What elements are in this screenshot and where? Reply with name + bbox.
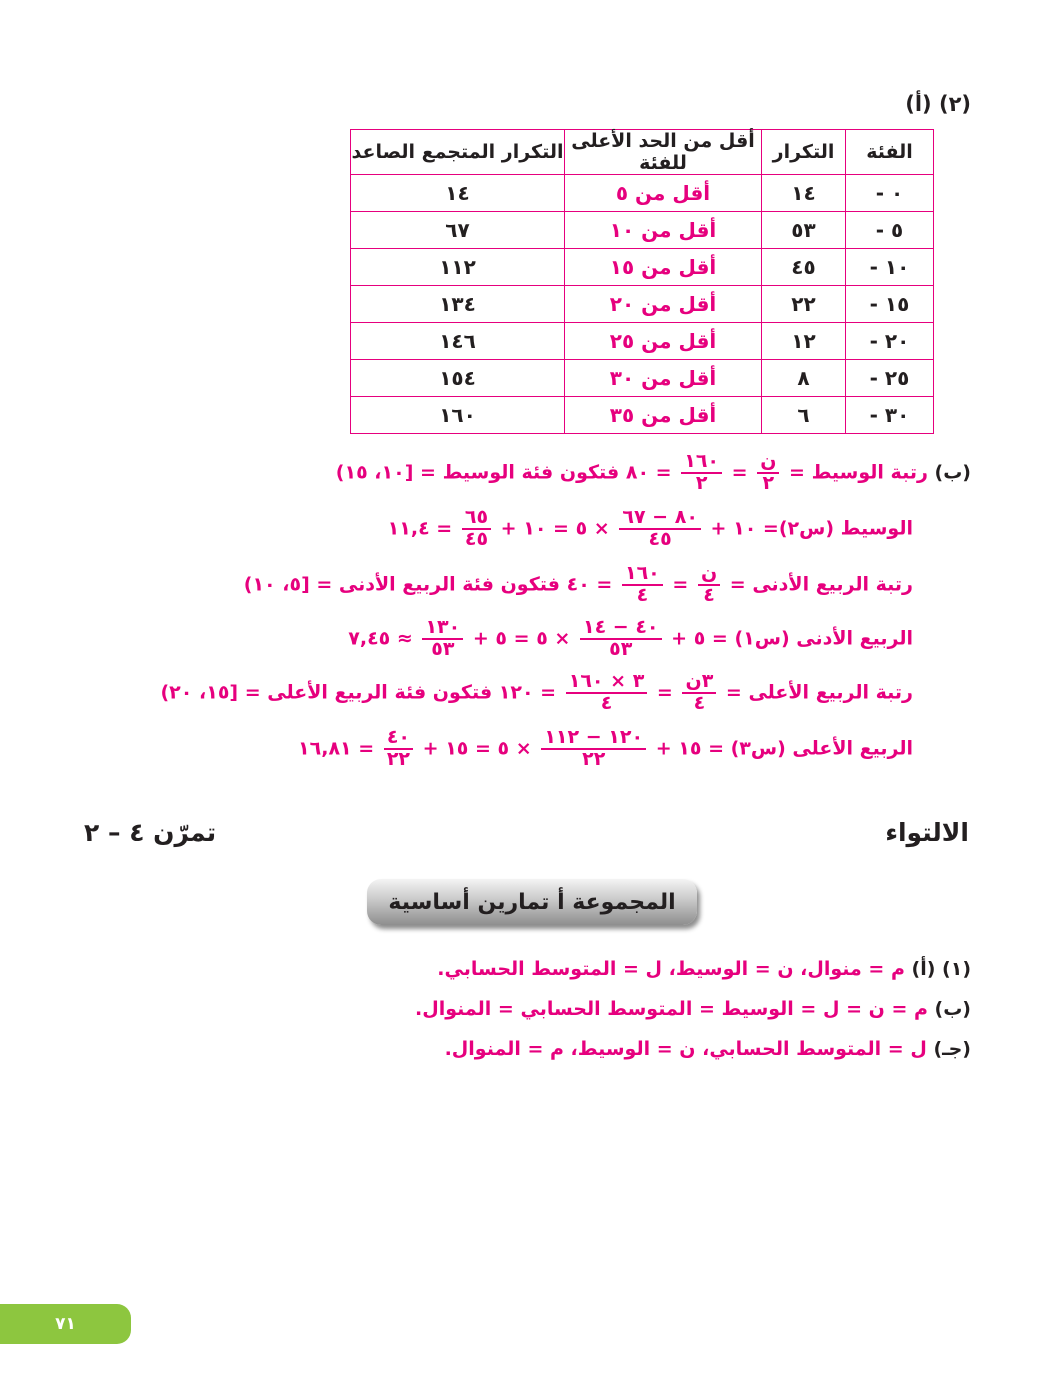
cell-less-than: أقل من ٣٠ (565, 360, 762, 397)
upper-fraction-2: $\frac{٤٠}{٢٢}$ (384, 728, 413, 770)
lower-fraction-1: $\frac{٤٠ - ١٤}{٥٣}$ (580, 618, 662, 660)
section-title: الالتواء (885, 818, 969, 847)
cell-cumulative: ١٥٤ (351, 360, 565, 397)
lower-fraction-2: $\frac{١٣٠}{٥٣}$ (422, 618, 463, 660)
header-less-than: أقل من الحد الأعلى للفئة (565, 130, 762, 175)
upper-rank-eq: = (656, 681, 673, 704)
upper-quartile-line (298, 728, 913, 770)
median-text-start: الوسيط (س٢)= ١٠ + (710, 517, 913, 540)
cell-frequency: ٥٣ (762, 212, 846, 249)
lower-mid: × ٥ = ٥ + (472, 627, 571, 650)
cell-frequency: ١٢ (762, 323, 846, 360)
answer-a-text: م = منوال، ن = الوسيط، ل = المتوسط الحسابي. (437, 958, 905, 980)
answer-line-a (437, 958, 971, 980)
table-header-row (351, 130, 934, 175)
median-rank-text-start: رتبة الوسيط = (789, 461, 928, 484)
cell-class: ٠ - (846, 175, 934, 212)
cell-less-than: أقل من ٢٠ (565, 286, 762, 323)
cell-class: ٥ - (846, 212, 934, 249)
answer-line-c (445, 1038, 971, 1060)
table-row (351, 397, 934, 434)
table-row (351, 323, 934, 360)
answer-1a-label: (١) (أ) (911, 958, 971, 980)
median-line (388, 508, 913, 550)
lower-quartile-line (348, 618, 913, 660)
header-class: الفئة (846, 130, 934, 175)
upper-rank-text-end: = ١٢٠ فتكون فئة الربيع الأعلى = [١٥، ٢٠) (160, 681, 557, 704)
upper-rank-text-start: رتبة الربيع الأعلى = (725, 681, 913, 704)
cell-class: ١٠ - (846, 249, 934, 286)
cell-less-than: أقل من ٥ (565, 175, 762, 212)
median-mid: × ٥ = ١٠ + (500, 517, 610, 540)
upper-mid: × ٥ = ١٥ + (422, 737, 532, 760)
cell-less-than: أقل من ٢٥ (565, 323, 762, 360)
frequency-table (350, 129, 934, 434)
answer-c-label: (جـ) (933, 1038, 971, 1060)
lower-rank-fraction-n: $\frac{\text{ن}}{٤}$ (698, 564, 720, 606)
page-number-tab (0, 1304, 131, 1344)
cell-less-than: أقل من ١٠ (565, 212, 762, 249)
cell-class: ١٥ - (846, 286, 934, 323)
header-frequency: التكرار (762, 130, 846, 175)
upper-text-end: = ١٦,٨١ (298, 737, 375, 760)
median-rank-eq: = (731, 461, 748, 484)
upper-fraction-1: $\frac{١٢٠ - ١١٢}{٢٢}$ (541, 728, 646, 770)
answer-b-text: م = ن = ل = الوسيط = المتوسط الحسابي = المنوال. (415, 998, 928, 1020)
exercise-id: تمرّن ٤ – ٢ (84, 818, 217, 847)
cell-frequency: ٤٥ (762, 249, 846, 286)
median-fraction-2: $\frac{٦٥}{٤٥}$ (462, 508, 491, 550)
upper-quartile-rank-line (160, 672, 913, 714)
upper-rank-fraction-n: $\frac{\text{٣ن}}{٤}$ (682, 672, 716, 714)
answer-line-b (415, 998, 971, 1020)
table-row (351, 249, 934, 286)
table-row (351, 360, 934, 397)
cell-cumulative: ١٤ (351, 175, 565, 212)
cell-frequency: ١٤ (762, 175, 846, 212)
median-rank-fraction-value: $\frac{١٦٠}{٢}$ (681, 452, 722, 494)
cell-cumulative: ١١٢ (351, 249, 565, 286)
cell-frequency: ٨ (762, 360, 846, 397)
upper-rank-fraction-value: $\frac{٣ \times ١٦٠}{٤}$ (566, 672, 648, 714)
table-row (351, 175, 934, 212)
part-b-label: (ب) (934, 461, 971, 484)
cell-cumulative: ١٦٠ (351, 397, 565, 434)
cell-cumulative: ١٣٤ (351, 286, 565, 323)
table-row (351, 286, 934, 323)
lower-rank-eq: = (672, 573, 689, 596)
upper-text-start: الربيع الأعلى (س٣) = ١٥ + (655, 737, 913, 760)
cell-class: ٢٥ - (846, 360, 934, 397)
lower-text-start: الربيع الأدنى (س١) = ٥ + (671, 627, 913, 650)
lower-rank-fraction-value: $\frac{١٦٠}{٤}$ (622, 564, 663, 606)
lower-text-end: ≈ ٧,٤٥ (348, 627, 413, 650)
answer-c-text: ل = المتوسط الحسابي، ن = الوسيط، م = المنوال. (444, 1038, 927, 1060)
group-banner: المجموعة أ تمارين أساسية (367, 879, 697, 925)
median-fraction-1: $\frac{٨٠ - ٦٧}{٤٥}$ (619, 508, 701, 550)
cell-cumulative: ١٤٦ (351, 323, 565, 360)
table-row (351, 212, 934, 249)
page-number: ٧١ (55, 1314, 76, 1334)
cell-frequency: ٢٢ (762, 286, 846, 323)
median-rank-text-end: = ٨٠ فتكون فئة الوسيط = [١٠، ١٥) (335, 461, 672, 484)
cell-frequency: ٦ (762, 397, 846, 434)
answer-b-label: (ب) (934, 998, 971, 1020)
lower-quartile-rank-line (244, 564, 913, 606)
median-rank-line (336, 452, 971, 494)
cell-less-than: أقل من ١٥ (565, 249, 762, 286)
header-cumulative: التكرار المتجمع الصاعد (351, 130, 565, 175)
cell-less-than: أقل من ٣٥ (565, 397, 762, 434)
lower-rank-text-end: = ٤٠ فتكون فئة الربيع الأدنى = [٥، ١٠) (243, 573, 613, 596)
cell-cumulative: ٦٧ (351, 212, 565, 249)
question-2a-label: (٢) (أ) (905, 92, 971, 116)
median-text-end: = ١١,٤ (387, 517, 453, 540)
cell-class: ٢٠ - (846, 323, 934, 360)
lower-rank-text-start: رتبة الربيع الأدنى = (729, 573, 913, 596)
median-rank-fraction-n: $\frac{\text{ن}}{٢}$ (757, 452, 779, 494)
cell-class: ٣٠ - (846, 397, 934, 434)
